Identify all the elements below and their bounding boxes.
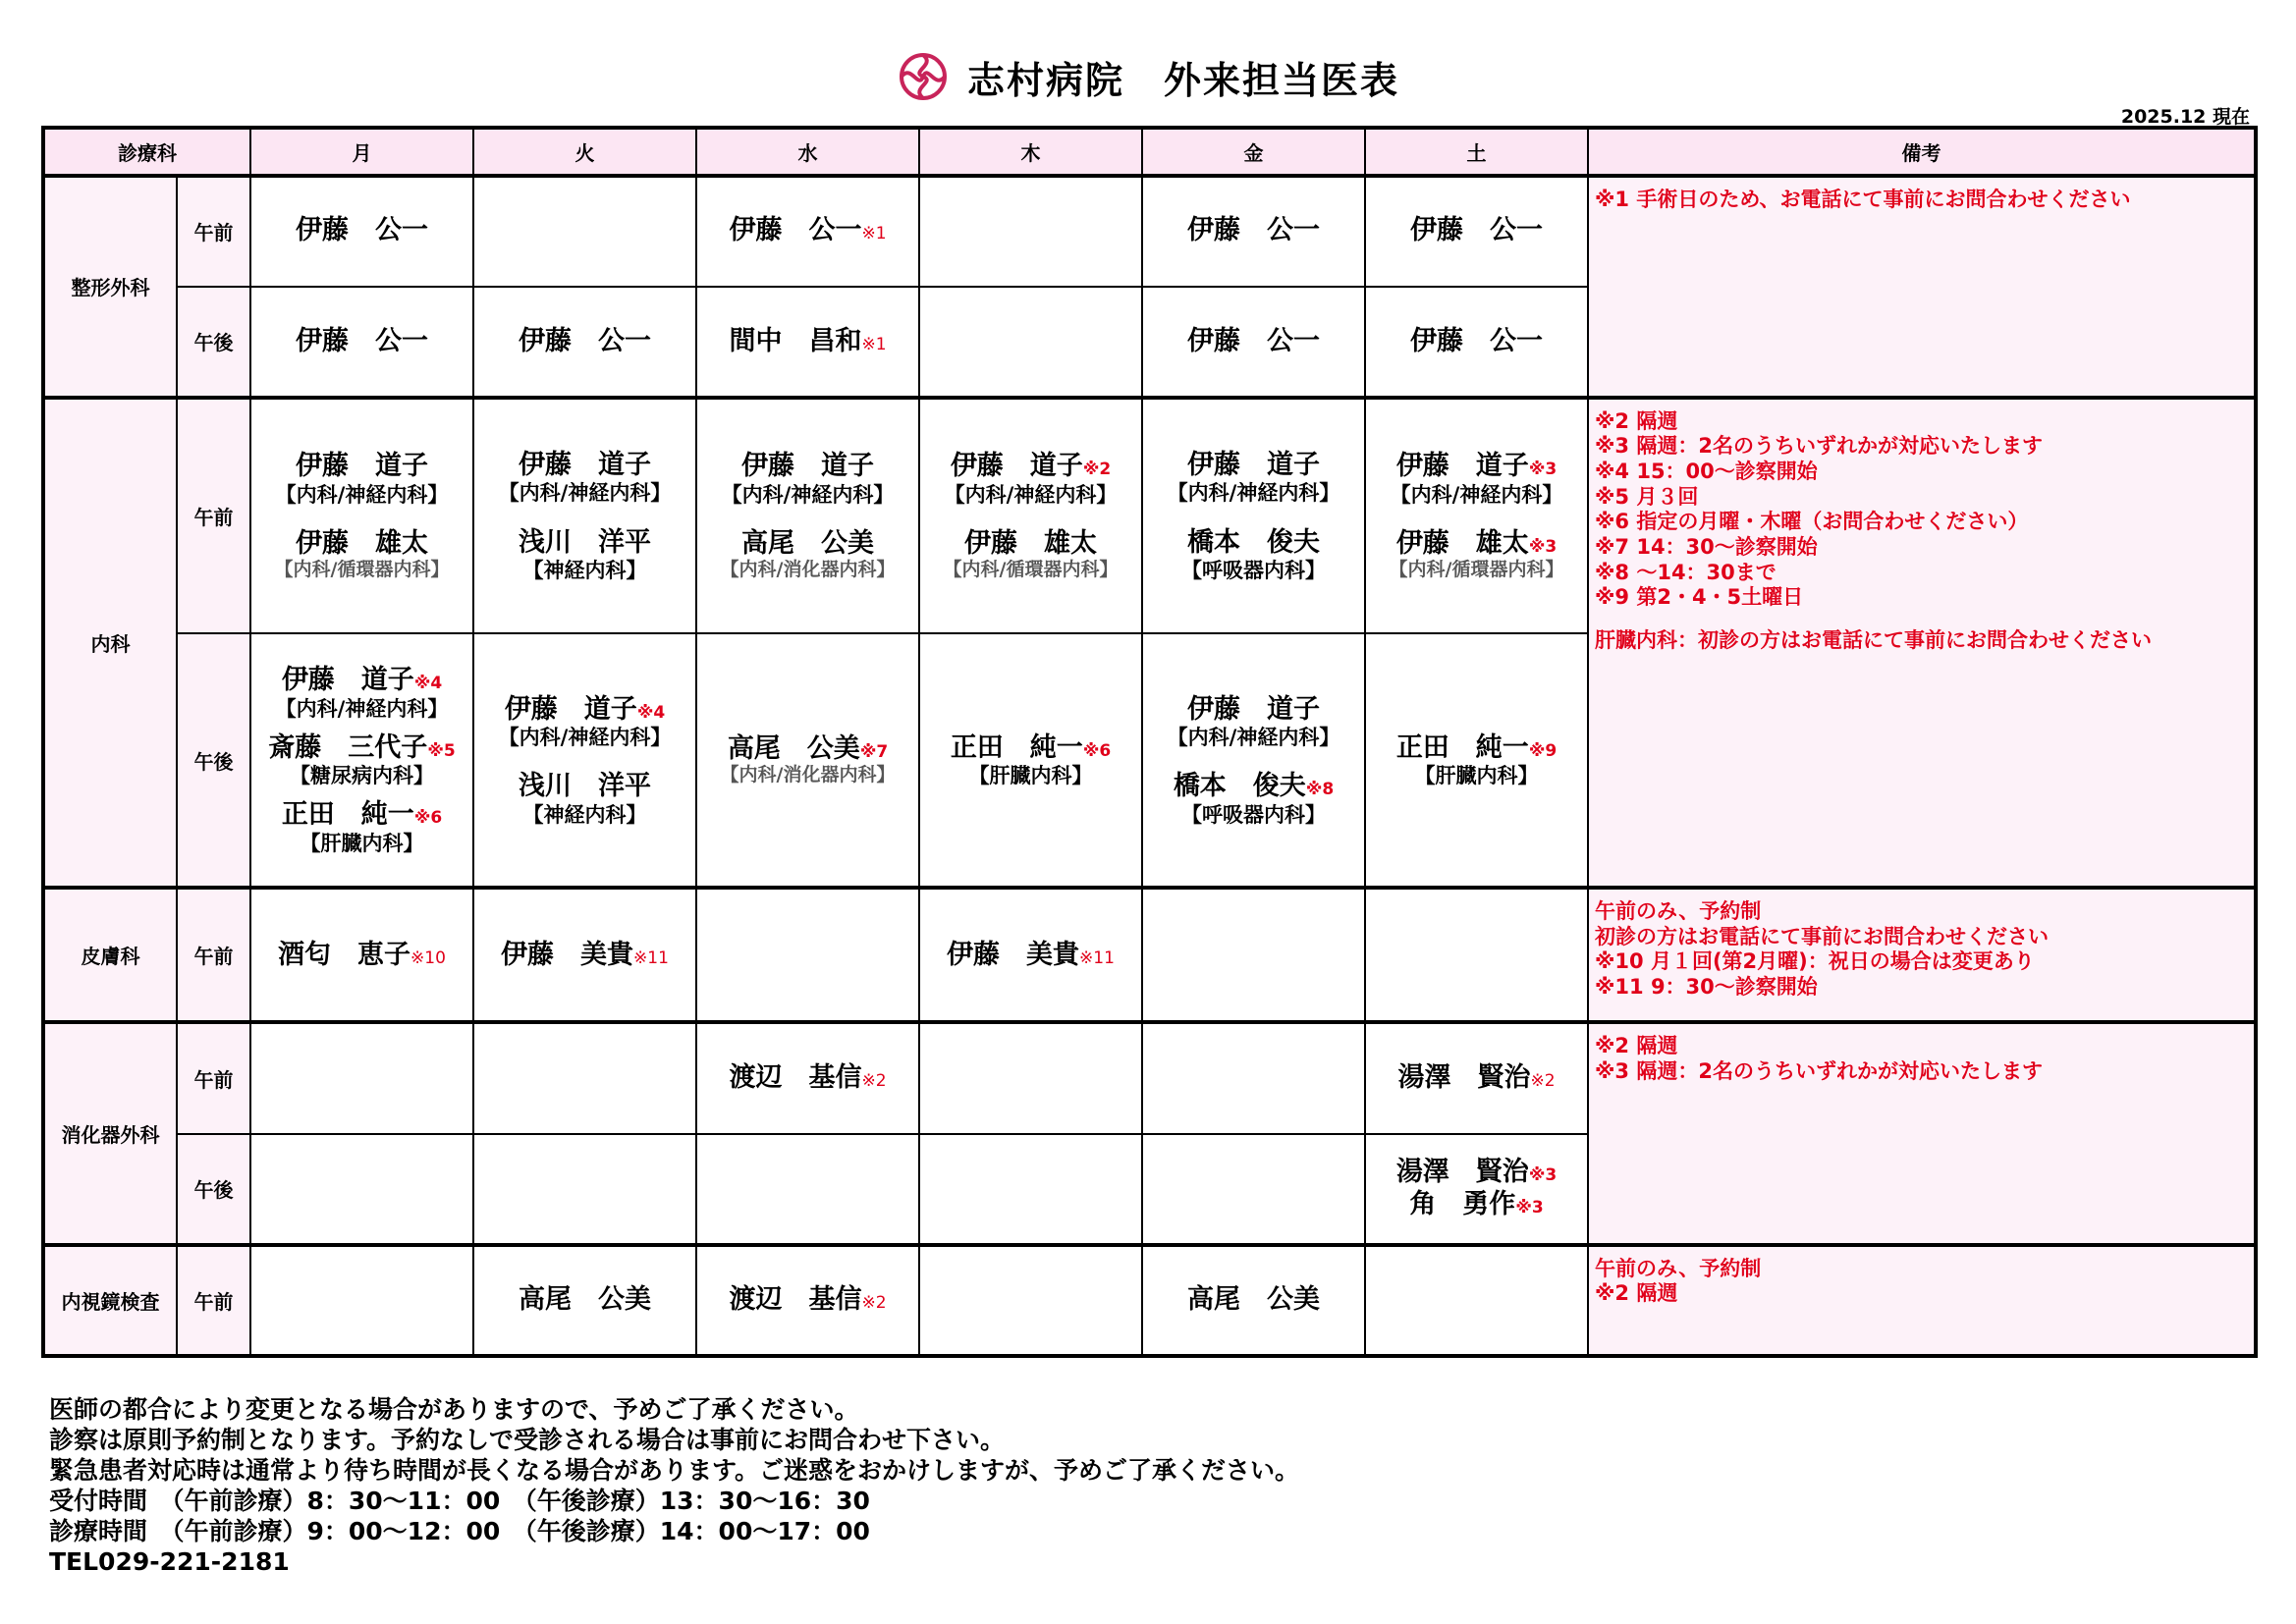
specialty: 【内科/神経内科】 [1167,481,1340,506]
doctor-name: 伊藤 公一 [519,325,651,356]
specialty: 【内科/循環器内科】 [943,559,1119,581]
note-line: ※9 第2・4・5土曜日 [1595,585,1804,610]
footer-notes [49,1394,1299,1577]
cell [1365,287,1588,398]
note-mark: ※1 [861,334,887,354]
cell-empty [919,1022,1142,1133]
specialty: 【内科/神経内科】 [498,726,672,750]
cell [473,1245,696,1356]
doctor-name: 正田 純一 [1395,731,1529,763]
cell-empty [250,1022,473,1133]
note-line: ※2 隔週 [1595,408,1678,433]
notes-naika [1588,398,2256,888]
specialty: 【内科/神経内科】 [1390,482,1563,507]
specialty: 【内科/循環器内科】 [274,559,450,581]
note-mark: ※2 [1082,460,1112,480]
doctor-name: 高尾 公美 [727,733,860,765]
cell [250,398,473,633]
doctor-name: 橋本 俊夫 [1187,526,1320,558]
note-line: ※3 隔週：2名のうちいずれかが対応いたします [1595,1059,2043,1084]
cell [1142,176,1365,287]
cell-empty [473,176,696,287]
col-mon: 月 [250,128,473,176]
note-mark: ※4 [636,702,666,723]
cell-empty [919,1245,1142,1356]
cell [1365,633,1588,888]
note-mark: ※4 [413,674,443,694]
dept-hifu: 皮膚科 [43,888,177,1022]
note-mark: ※3 [1528,460,1558,480]
cell [1365,176,1588,287]
doctor-name: 浅川 洋平 [519,771,651,802]
slot-am: 午前 [177,888,250,1022]
doctor-name: 湯澤 賢治 [1397,1062,1531,1094]
dept-naika: 内科 [43,398,177,888]
cell-empty [250,1134,473,1245]
cell-empty [473,1022,696,1133]
doctor-name: 伊藤 公一 [1410,325,1543,356]
col-wed: 水 [696,128,919,176]
note-line: ※2 隔週 [1595,1034,1678,1058]
specialty: 【内科/神経内科】 [275,482,449,507]
specialty: 【内科/消化器内科】 [720,559,896,581]
col-notes: 備考 [1588,128,2256,176]
doctor-name: 伊藤 公一 [1187,325,1320,356]
specialty: 【内科/神経内科】 [721,482,895,507]
specialty: 【内科/神経内科】 [1167,726,1340,750]
cell-empty [696,888,919,1022]
col-sat: 土 [1365,128,1588,176]
doctor-name: 伊藤 公一 [296,325,428,356]
doctor-name: 伊藤 雄太 [1395,527,1529,559]
slot-am: 午前 [177,398,250,633]
note-line: 午前のみ、予約制 [1595,899,1762,924]
note-line: ※4 15：00～診察開始 [1595,460,1818,484]
note-mark: ※3 [1515,1197,1544,1218]
doctor-name: 伊藤 公一 [729,215,862,246]
title-bar [0,47,2296,106]
note-line: ※2 隔週 [1595,1281,1678,1306]
doctor-name: 正田 純一 [281,799,414,831]
doctor-name: 伊藤 雄太 [296,527,428,559]
doctor-name: 伊藤 道子 [519,450,651,481]
note-mark: ※7 [859,742,889,763]
note-line: ※1 手術日のため、お電話にて事前にお問合わせください [1595,187,2131,211]
dept-seikei: 整形外科 [43,176,177,398]
cell [473,888,696,1022]
note-mark: ※3 [1528,536,1558,557]
cell [1365,1022,1588,1133]
note-mark: ※11 [633,947,669,968]
doctor-name: 伊藤 道子 [1187,693,1320,725]
specialty: 【内科/循環器内科】 [1389,559,1564,581]
cell [1142,633,1365,888]
cell [696,176,919,287]
cell [696,287,919,398]
header-row [43,128,2256,176]
cell-empty [919,176,1142,287]
notes-shokaki [1588,1022,2256,1244]
cell [1142,1245,1365,1356]
cell-empty [250,1245,473,1356]
col-tue: 火 [473,128,696,176]
doctor-name: 橋本 俊夫 [1173,771,1306,802]
col-thu: 木 [919,128,1142,176]
specialty: 【内科/神経内科】 [275,696,449,721]
notes-hifu [1588,888,2256,1022]
cell [473,398,696,633]
note-line: ※8 ～14：30まで [1595,560,1777,584]
note-mark: ※3 [1528,1165,1558,1186]
specialty: 【肝臓内科】 [968,764,1093,788]
note-line: ※3 隔週：2名のうちいずれかが対応いたします [1595,434,2043,459]
page-title: 志村病院 外来担当医表 [966,58,1399,102]
doctor-name: 浅川 洋平 [519,526,651,558]
cell-empty [919,287,1142,398]
specialty: 【呼吸器内科】 [1181,802,1326,827]
doctor-name: 伊藤 雄太 [964,527,1097,559]
naishikyo-am-row [43,1245,2256,1356]
as-of-date: 2025.12 現在 [2120,106,2250,128]
cell [919,888,1142,1022]
cell [696,1022,919,1133]
col-dept: 診療科 [43,128,250,176]
shokaki-am-row [43,1022,2256,1133]
cell [1142,287,1365,398]
doctor-name: 伊藤 道子 [1395,451,1529,482]
slot-pm: 午後 [177,287,250,398]
naika-am-row [43,398,2256,633]
note-mark: ※8 [1305,780,1335,800]
cell [1365,1134,1588,1245]
doctor-name: 角 勇作 [1409,1188,1516,1219]
reception-hours: 受付時間 （午前診療）8：30～11：00 （午後診療）13：30～16：30 [49,1487,870,1515]
note-mark: ※2 [861,1071,887,1092]
note-mark: ※6 [1082,740,1112,761]
schedule-table [41,126,2258,1358]
doctor-name: 伊藤 道子 [1187,450,1320,481]
note-line: ※10 月１回(第2月曜)：祝日の場合は変更あり [1595,949,2035,974]
note-mark: ※9 [1528,740,1558,761]
note-mark: ※5 [427,740,456,761]
notes-naishikyo [1588,1245,2256,1356]
specialty: 【神経内科】 [522,558,647,582]
cell-empty [696,1134,919,1245]
note-mark: ※10 [410,947,446,968]
doctor-name: 伊藤 道子 [504,693,637,725]
cell-empty [473,1134,696,1245]
note-mark: ※2 [861,1293,887,1314]
cell [919,633,1142,888]
dept-naishikyo: 内視鏡検査 [43,1245,177,1356]
slot-pm: 午後 [177,633,250,888]
dept-shokaki: 消化器外科 [43,1022,177,1244]
cell-empty [1142,888,1365,1022]
cell-empty [1365,1245,1588,1356]
hospital-logo-icon [897,50,950,103]
cell-empty [1142,1134,1365,1245]
doctor-name: 酒匂 恵子 [278,939,411,970]
doctor-name: 伊藤 公一 [296,215,428,246]
specialty: 【内科/消化器内科】 [720,764,896,786]
doctor-name: 伊藤 美貴 [501,939,634,970]
cell [1142,398,1365,633]
note-line: 午前のみ、予約制 [1595,1256,1762,1280]
note-line: ※11 9：30～診察開始 [1595,974,1818,999]
cell [1365,398,1588,633]
note-line: ※6 指定の月曜・木曜（お問合わせください） [1595,510,2029,534]
seikei-am-row [43,176,2256,287]
doctor-name: 伊藤 道子 [741,451,874,482]
doctor-name: 湯澤 賢治 [1395,1157,1529,1188]
notes-seikei [1588,176,2256,398]
cell [250,633,473,888]
note-mark: ※6 [413,808,443,829]
cell-empty [919,1134,1142,1245]
cell [919,398,1142,633]
doctor-name: 伊藤 美貴 [947,939,1080,970]
specialty: 【肝臓内科】 [300,831,424,855]
specialty: 【肝臓内科】 [1414,764,1539,788]
doctor-name: 高尾 公美 [519,1284,651,1316]
footer-line: 診察は原則予約制となります。予約なしで受診される場合は事前にお問合わせ下さい。 [49,1426,1006,1454]
cell [250,888,473,1022]
specialty: 【呼吸器内科】 [1181,558,1326,582]
note-line: 肝臓内科：初診の方はお電話にて事前にお問合わせください [1595,627,2152,652]
doctor-name: 伊藤 道子 [281,665,414,696]
col-fri: 金 [1142,128,1365,176]
specialty: 【内科/神経内科】 [498,481,672,506]
doctor-name: 渡辺 基信 [729,1284,862,1316]
note-mark: ※11 [1079,947,1115,968]
consultation-hours: 診療時間 （午前診療）9：00～12：00 （午後診療）14：00～17：00 [49,1517,870,1545]
cell [473,287,696,398]
cell [473,633,696,888]
doctor-name: 正田 純一 [950,731,1083,763]
footer-line: 緊急患者対応時は通常より待ち時間が長くなる場合があります。ご迷惑をおかけしますが、予めご了承ください。 [49,1456,1300,1485]
specialty: 【内科/神経内科】 [944,482,1118,507]
doctor-name: 伊藤 道子 [950,451,1083,482]
doctor-name: 間中 昌和 [729,325,862,356]
cell [696,1245,919,1356]
slot-pm: 午後 [177,1134,250,1245]
specialty: 【糖尿病内科】 [290,764,434,788]
hifu-am-row [43,888,2256,1022]
doctor-name: 斎藤 三代子 [268,731,428,763]
cell-empty [1365,888,1588,1022]
specialty: 【神経内科】 [522,802,647,827]
note-line: 初診の方はお電話にて事前にお問合わせください [1595,924,2049,948]
doctor-name: 高尾 公美 [741,527,874,559]
phone-number: TEL029-221-2181 [49,1547,290,1576]
doctor-name: 渡辺 基信 [729,1062,862,1094]
cell [250,287,473,398]
doctor-name: 伊藤 道子 [296,451,428,482]
doctor-name: 伊藤 公一 [1187,215,1320,246]
note-line: ※5 月３回 [1595,484,1699,509]
slot-am: 午前 [177,1022,250,1133]
cell [250,176,473,287]
note-mark: ※2 [1530,1071,1556,1092]
footer-line: 医師の都合により変更となる場合がありますので、予めご了承ください。 [49,1395,859,1424]
doctor-name: 伊藤 公一 [1410,215,1543,246]
note-line: ※7 14：30～診察開始 [1595,534,1818,559]
cell [696,398,919,633]
slot-am: 午前 [177,1245,250,1356]
note-mark: ※1 [861,224,887,244]
cell-empty [1142,1022,1365,1133]
slot-am: 午前 [177,176,250,287]
doctor-name: 高尾 公美 [1187,1284,1320,1316]
cell [696,633,919,888]
